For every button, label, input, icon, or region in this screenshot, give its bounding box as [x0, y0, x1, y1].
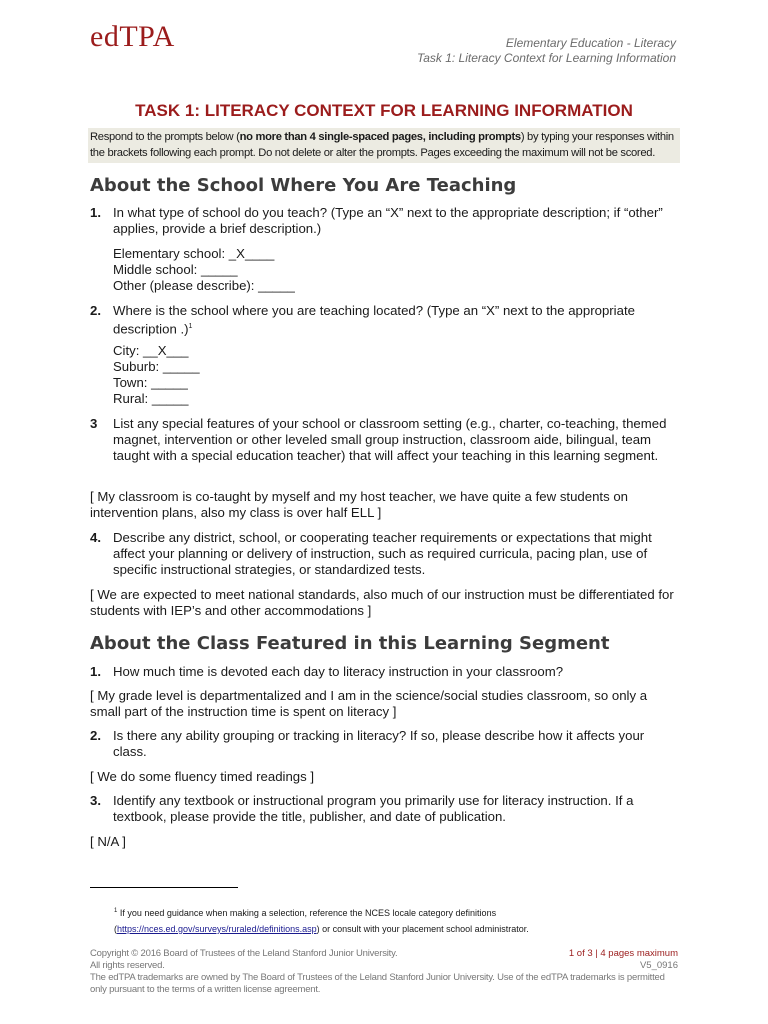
version-label: V5_0916: [639, 960, 678, 971]
response-requirements[interactable]: [ We are expected to meet national standards, also much of our instruction must be differentiated for students with IEP’s and other accommodations ]: [90, 587, 674, 618]
prompt-text: [113, 303, 680, 337]
header-task: Task 1: Literacy Context for Learning Information: [416, 51, 676, 65]
option-elementary[interactable]: Elementary school: _X____: [113, 246, 275, 261]
prompt-number: 3.: [90, 793, 101, 808]
prompt-school-location: [90, 303, 680, 337]
prompt-number: 2.: [90, 728, 101, 743]
prompt-number: 3: [90, 416, 98, 431]
prompt-special-features: [90, 416, 680, 464]
instructions-box: [88, 128, 680, 163]
page-info: [569, 948, 678, 972]
school-type-options: [113, 246, 295, 294]
footnote-text-1: If you need guidance when making a selection, reference the NCES locale category definitions: [117, 908, 497, 918]
option-town[interactable]: Town: _____: [113, 375, 188, 390]
copyright-line: Copyright © 2016 Board of Trustees of the Leland Stanford Junior University.: [90, 948, 398, 959]
option-rural[interactable]: Rural: _____: [113, 391, 189, 406]
option-city[interactable]: City: __X___: [113, 343, 189, 358]
prompt-requirements: [90, 530, 680, 578]
footnote-text-2: ) or consult with your placement school administrator.: [316, 924, 529, 934]
response-literacy-time[interactable]: [ My grade level is departmentalized and I am in the science/social studies classroom, so only a small part of the instruction time is spent on literacy ]: [90, 688, 648, 719]
response-ability-grouping[interactable]: [ We do some fluency timed readings ]: [90, 769, 315, 784]
rights-line: All rights reserved.: [90, 960, 165, 971]
footnote-reference[interactable]: 1: [188, 323, 193, 330]
document-header: [417, 36, 676, 66]
prompt-text: Describe any district, school, or cooperating teacher requirements or expectations that might affect your planning or delivery of instruction, such as required curricula, pacing plan, use of specific instructional strategies, or standardized tests.: [113, 530, 652, 577]
prompt-text: List any special features of your school or classroom setting (e.g., charter, co-teaching, themed magnet, intervention or other leveled small group instruction, classroom aide, bilingual, team taught with a special education teacher) that will affect your teaching in this learning segment.: [113, 416, 667, 463]
prompt-number: 1.: [90, 664, 101, 679]
prompt-number: 4.: [90, 530, 101, 545]
option-middle[interactable]: Middle school: _____: [113, 262, 238, 277]
prompt-number: 1.: [90, 205, 101, 220]
prompt-text: Identify any textbook or instructional program you primarily use for literacy instruction. If a textbook, please provide the title, publisher, and date of publication.: [113, 793, 634, 824]
prompt-text: Is there any ability grouping or tracking in literacy? If so, please describe how it affects your class.: [113, 728, 645, 759]
page-title: TASK 1: LITERACY CONTEXT FOR LEARNING INFORMATION: [135, 101, 633, 120]
response-special-features[interactable]: [ My classroom is co-taught by myself and my host teacher, we have quite a few students on intervention plans, also my class is over half ELL ]: [90, 489, 629, 520]
instructions-bold: no more than 4 single-spaced pages, including prompts: [239, 131, 521, 143]
prompt-literacy-time: [90, 664, 680, 680]
footnote-separator: [90, 887, 238, 888]
section-heading-school: About the School Where You Are Teaching: [90, 175, 517, 196]
prompt-text: How much time is devoted each day to literacy instruction in your classroom?: [113, 664, 564, 679]
footnote-open-paren: (: [114, 924, 117, 934]
prompt-textbook: [90, 793, 680, 825]
footnote-line-2: [114, 921, 634, 937]
footnote-mark: 1: [114, 908, 118, 914]
prompt-text-body: Where is the school where you are teaching located? (Type an “X” next to the appropriate description .): [113, 303, 635, 337]
prompt-number: 2.: [90, 303, 101, 318]
option-suburb[interactable]: Suburb: _____: [113, 359, 200, 374]
instructions-text-2: ) by typing your responses within the brackets following each prompt. Do not delete or alter the prompts. Pages exceeding the maximum will not be scored.: [90, 131, 674, 159]
header-subject: Elementary Education - Literacy: [505, 36, 676, 50]
section-heading-class: About the Class Featured in this Learning Segment: [90, 633, 610, 654]
location-options: [113, 343, 200, 407]
prompt-ability-grouping: [90, 728, 680, 760]
instructions-text-1: Respond to the prompts below (: [90, 131, 240, 143]
response-textbook[interactable]: [ N/A ]: [90, 834, 126, 849]
prompt-text: In what type of school do you teach? (Type an “X” next to the appropriate description; if “other” applies, provide a brief description.): [113, 205, 663, 236]
footnote-line-1: [114, 903, 634, 921]
nces-definitions-link[interactable]: https://nces.ed.gov/surveys/ruraled/definitions.asp: [117, 924, 317, 934]
trademark-line: The edTPA trademarks are owned by The Board of Trustees of the Leland Stanford Junior University. Use of the edTPA trademarks is permitted only pursuant to the terms of a written license agreement.: [90, 972, 665, 995]
option-other[interactable]: Other (please describe): _____: [113, 278, 295, 293]
page-number: 1 of 3 | 4 pages maximum: [568, 948, 678, 959]
prompt-school-type: [90, 205, 680, 237]
edtpa-logo: edTPA: [90, 20, 175, 53]
footnote: [114, 903, 634, 937]
